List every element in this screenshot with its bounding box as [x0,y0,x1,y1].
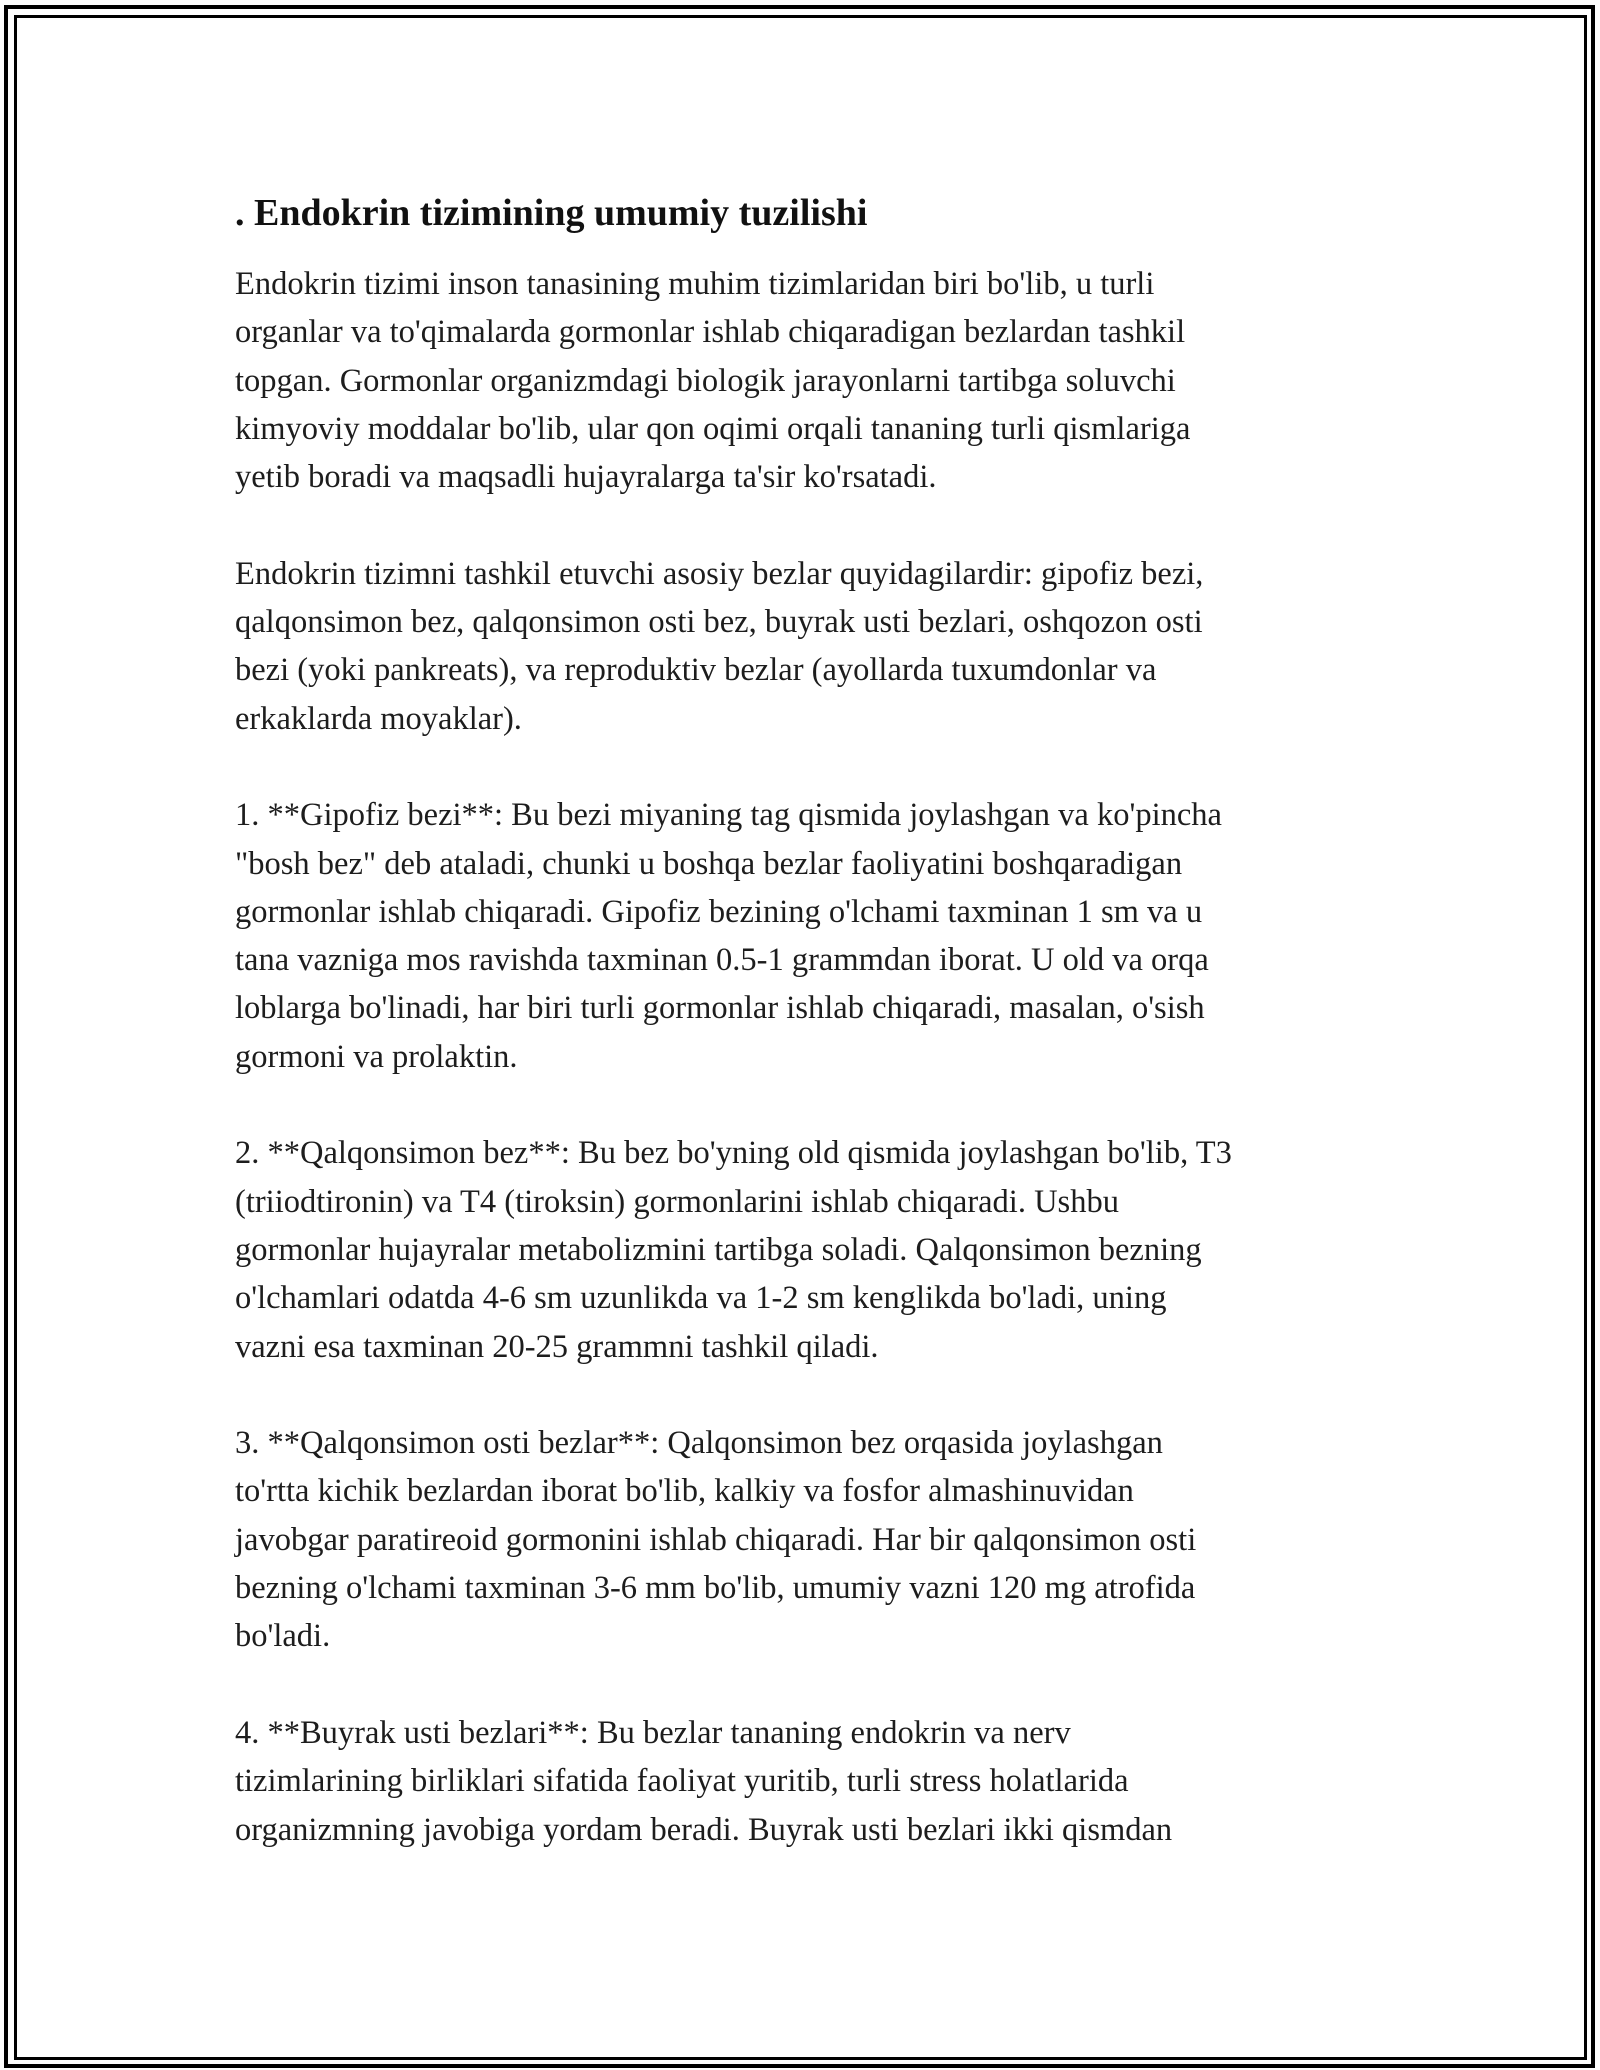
document-title: . Endokrin tizimining umumiy tuzilishi [235,192,868,234]
paragraph-thyroid [235,1129,1365,1370]
text-line: gormonlar ishlab chiqaradi. Gipofiz bezining o'lchami taxminan 1 sm va u [235,893,1203,930]
paragraph-spacer [235,743,1365,791]
paragraph-glands-list [235,550,1365,743]
paragraph-spacer [235,1371,1365,1419]
text-line: tizimlarining birliklari sifatida faoliyat yuritib, turli stress holatlarida [235,1763,1129,1800]
paragraph-parathyroid [235,1419,1365,1660]
paragraph-pituitary [235,791,1365,1081]
text-line: (triiodtironin) va T4 (tiroksin) gormonlarini ishlab chiqaradi. Ushbu [235,1183,1119,1220]
paragraph-intro [235,260,1365,501]
text-line: bo'ladi. [235,1618,331,1655]
text-line: qalqonsimon bez, qalqonsimon osti bez, buyrak usti bezlari, oshqozon osti [235,604,1203,641]
document-body [235,188,1365,1854]
text-line: javobgar paratireoid gormonini ishlab chiqaradi. Har bir qalqonsimon osti [235,1521,1197,1558]
paragraph-spacer [235,501,1365,549]
text-line: yetib boradi va maqsadli hujayralarga ta'sir ko'rsatadi. [235,459,937,496]
text-line: 3. **Qalqonsimon osti bezlar**: Qalqonsimon bez orqasida joylashgan [235,1425,1163,1462]
text-line: gormoni va prolaktin. [235,1038,518,1075]
text-line: kimyoviy moddalar bo'lib, ular qon oqimi orqali tananing turli qismlariga [235,410,1191,447]
text-line: "bosh bez" deb ataladi, chunki u boshqa bezlar faoliyatini boshqaradigan [235,845,1183,882]
text-line: tana vazniga mos ravishda taxminan 0.5-1 grammdan iborat. U old va orqa [235,942,1209,979]
text-line: bezi (yoki pankreats), va reproduktiv bezlar (ayollarda tuxumdonlar va [235,652,1157,689]
text-line: Endokrin tizimi inson tanasining muhim tizimlaridan biri bo'lib, u turli [235,266,1155,302]
text-line: organlar va to'qimalarda gormonlar ishlab chiqaradigan bezlardan tashkil [235,314,1186,351]
text-line: 2. **Qalqonsimon bez**: Bu bez bo'yning old qismida joylashgan bo'lib, T3 [235,1135,1232,1172]
text-line: erkaklarda moyaklar). [235,700,522,737]
text-line: 4. **Buyrak usti bezlari**: Bu bezlar tananing endokrin va nerv [235,1714,1071,1751]
text-line: topgan. Gormonlar organizmdagi biologik jarayonlarni tartibga soluvchi [235,362,1176,399]
text-line: Endokrin tizimni tashkil etuvchi asosiy bezlar quyidagilardir: gipofiz bezi, [235,555,1204,592]
paragraph-spacer [235,1081,1365,1129]
text-line: bezning o'lchami taxminan 3-6 mm bo'lib, umumiy vazni 120 mg atrofida [235,1570,1196,1607]
text-line: loblarga bo'linadi, har biri turli gormonlar ishlab chiqaradi, masalan, o'sish [235,990,1205,1027]
paragraph-adrenal [235,1709,1365,1854]
paragraph-spacer [235,1661,1365,1709]
text-line: gormonlar hujayralar metabolizmini tartibga soladi. Qalqonsimon bezning [235,1231,1202,1268]
text-line: 1. **Gipofiz bezi**: Bu bezi miyaning tag qismida joylashgan va ko'pincha [235,797,1222,834]
text-line: vazni esa taxminan 20-25 grammni tashkil qiladi. [235,1328,879,1365]
text-line: to'rtta kichik bezlardan iborat bo'lib, kalkiy va fosfor almashinuvidan [235,1473,1134,1510]
text-line: organizmning javobiga yordam beradi. Buyrak usti bezlari ikki qismdan [235,1811,1173,1848]
title-spacer [235,238,1365,260]
text-line: o'lchamlari odatda 4-6 sm uzunlikda va 1-2 sm kenglikda bo'ladi, uning [235,1280,1167,1317]
